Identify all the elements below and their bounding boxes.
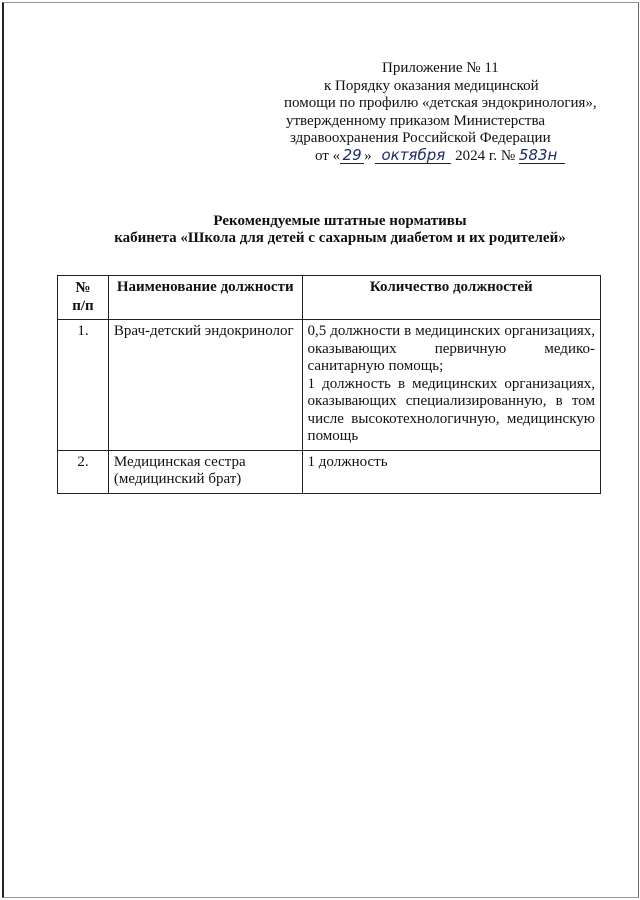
appendix-line: к Порядку оказания медицинской (324, 77, 539, 94)
title-line-1: Рекомендуемые штатные нормативы (213, 213, 467, 229)
appendix-line: утвержденному приказом Министерства (286, 112, 545, 129)
header-number-symbol: № (75, 280, 91, 296)
quantity-specialized-care: 1 должность в медицинских организациях, оказывающих специализированную, в том числе высокотехнологичную, медицинскую помощь (307, 375, 595, 444)
appendix-line: здравоохранения Российской Федерации (290, 130, 551, 146)
order-date-line (270, 145, 610, 166)
appendix-header (270, 60, 610, 165)
staffing-table (57, 275, 601, 494)
appendix-number: Приложение № 11 (382, 60, 499, 76)
appendix-line: помощи по профилю «детская эндокринология», (284, 95, 597, 111)
handwritten-order-number: 583н (519, 148, 565, 164)
table-header-row (58, 276, 601, 320)
table-row (58, 320, 601, 451)
title-line-2: кабинета «Школа для детей с сахарным диабетом и их родителей» (114, 230, 566, 246)
header-number-abbr: п/п (72, 298, 94, 314)
handwritten-day: 29 (340, 148, 364, 164)
date-mid: » (364, 147, 372, 164)
row-position: Медицинская сестра (медицинский брат) (108, 450, 302, 493)
date-prefix: от « (315, 147, 341, 164)
row-number: 2. (58, 450, 109, 493)
row-quantity: 1 должность (302, 450, 600, 493)
row-number: 1. (58, 320, 109, 451)
header-quantity: Количество должностей (302, 276, 600, 320)
handwritten-month: октября (375, 148, 451, 164)
date-year: 2024 г. № (455, 147, 516, 164)
document-title (60, 213, 620, 247)
quantity-primary-care: 0,5 должности в медицинских организациях, оказывающих первичную медико-санитарную помощь; (307, 323, 595, 374)
table-row (58, 450, 601, 493)
row-position: Врач-детский эндокринолог (108, 320, 302, 451)
header-number (58, 276, 109, 320)
header-position: Наименование должности (108, 276, 302, 320)
row-quantity (302, 320, 600, 451)
